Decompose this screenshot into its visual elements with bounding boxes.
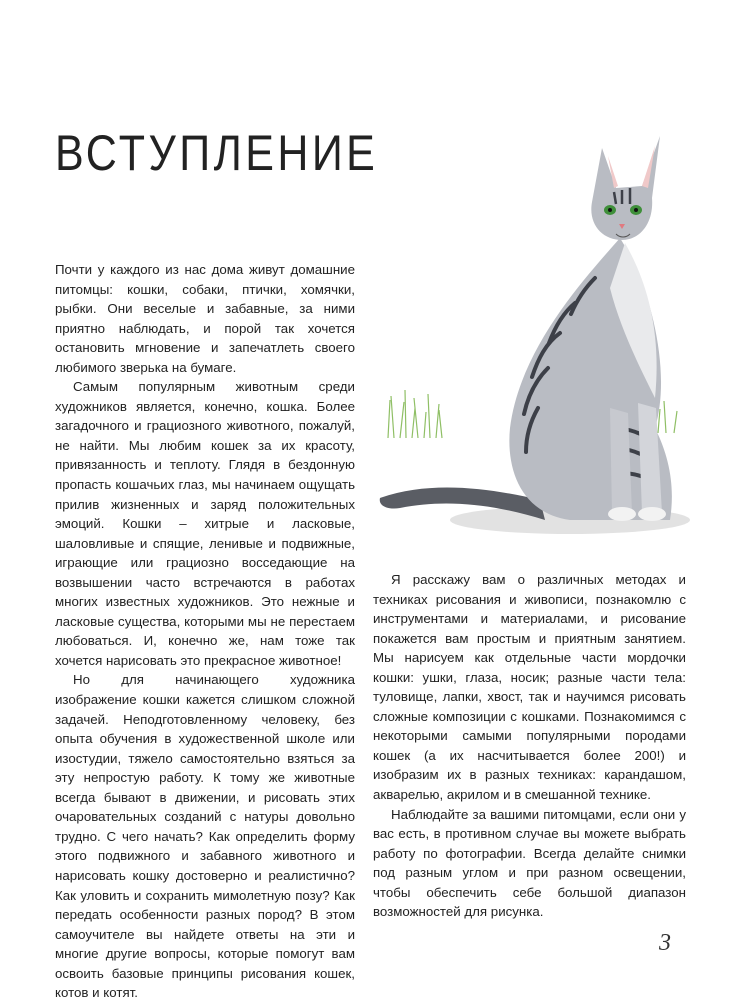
paragraph: Самым популярным животным среди художников является, конечно, кошка. Более загадочного и грациозного животного, пожалуй, не найти. Мы любим кошек за их красоту, привязанность и теплоту. Глядя в бездонную пропасть кошачьих глаз, мы начинаем ощущать прилив жизненных и заряд положительных эмоций. Кошки – хитрые и ласковые, шаловливые и спящие, ленивые и подвижные, играющие или грациозно восседающие на возвышении часто встречаются в работах многих известных художников. Это нежные и ласковые существа, которыми мы не перестаем любоваться. И, конечно же, нам тоже так хочется нарисовать это прекрасное животное! [55,379,355,668]
paragraph: Почти у каждого из нас дома живут домашние питомцы: кошки, собаки, птички, хомячки, рыбки. Они веселые и забавные, за ними приятно наблюдать, и порой так хочется остановить мгновение и запечатлеть своего любимого зверька на бумаге. [55,262,355,375]
cat-illustration [370,128,710,548]
right-text-column [373,570,686,922]
paragraph: Но для начинающего художника изображение кошки кажется слишком сложной задачей. Неподготовленному человеку, без опыта обучения в художественной школе или изостудии, тяжело самостоятельно взяться за эту непростую работу. К тому же животные всегда бывают в движении, и рисовать этих очаровательных созданий с натуры довольно трудно. С чего начать? Как определить форму этого подвижного и забавного животного и нарисовать кошку достоверно и реалистично? Как уловить и сохранить мимолетную позу? Как передать особенности разных пород? В этом самоучителе вы найдете ответы на эти и многие другие вопросы, которые помогут вам освоить базовые принципы рисования кошек, котов и котят. [55,672,355,1001]
paragraph: Я расскажу вам о различных методах и техниках рисования и живописи, познакомлю с инструментами и материалами, и рисование покажется вам простым и приятным занятием. Мы нарисуем как отдельные части мордочки кошки: ушки, глаза, носик; разные части тела: туловище, лапки, хвост, так и научимся рисовать сложные композиции с кошками. Познакомимся с некоторыми самыми популярными породами кошек (а их насчитывается более 200!) и изобразим их в разных техниках: карандашом, акварелью, акрилом и в смешанной технике. [373,572,686,803]
page-number: 3 [659,930,671,956]
paragraph: Наблюдайте за вашими питомцами, если они у вас есть, в противном случае вы можете выбрать работу по фотографии. Всегда делайте снимки под разным углом и при разном освещении, чтобы обеспечить себе большой диапазон возможностей для рисунка. [373,806,686,920]
page-title: ВСТУПЛЕНИЕ [55,125,379,181]
left-text-column [55,260,355,1003]
head [591,136,660,240]
